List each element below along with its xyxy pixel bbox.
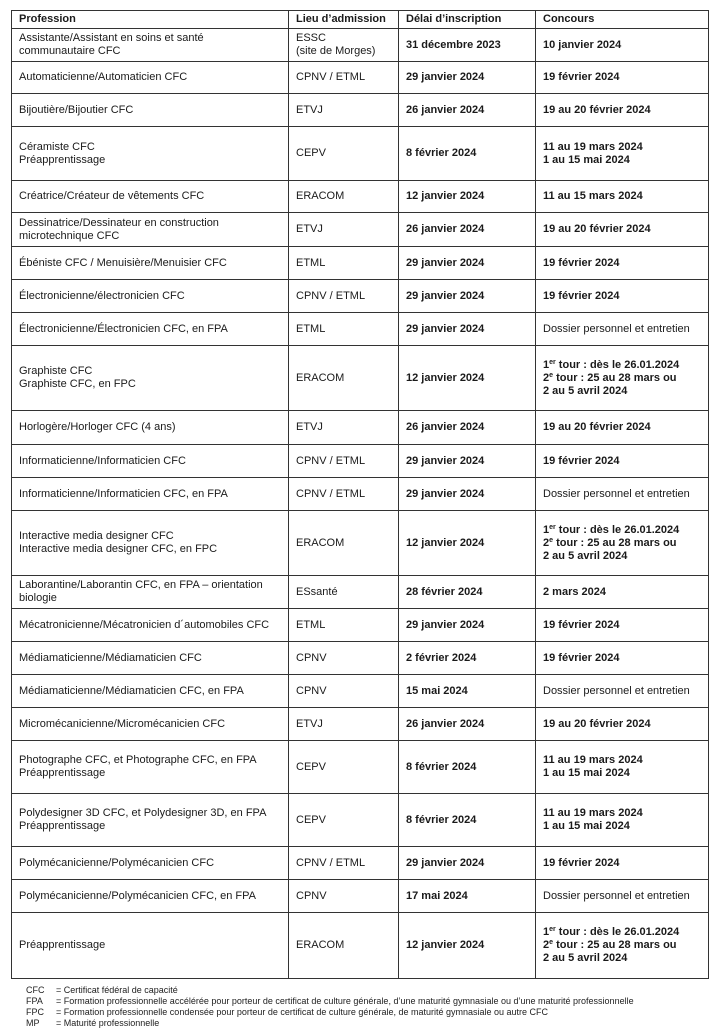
profession-cell-line: Polymécanicienne/Polymécanicien CFC	[19, 856, 215, 869]
concours-cell	[536, 445, 709, 478]
delai-cell	[399, 346, 536, 411]
table-row	[12, 445, 709, 478]
delai-cell-line: 12 janvier 2024	[406, 371, 485, 384]
legend-text: = Formation professionnelle accélérée pour porteur de certificat de culture générale, d’une maturité gymnasiale ou d’une maturité professionnelle	[56, 996, 634, 1006]
concours-cell-line: 2 mars 2024	[543, 585, 606, 598]
profession-cell-line: communautaire CFC	[19, 45, 121, 57]
lieu-cell	[289, 576, 399, 609]
header-profession: Profession	[12, 11, 289, 29]
lieu-cell-line: CPNV / ETML	[296, 289, 366, 302]
concours-cell	[536, 478, 709, 511]
profession-cell	[12, 247, 289, 280]
table-row	[12, 794, 709, 847]
concours-cell-line: 11 au 15 mars 2024	[543, 190, 643, 202]
lieu-cell-line: ESsanté	[296, 585, 338, 598]
profession-cell-line: Interactive media designer CFC	[19, 530, 174, 542]
delai-cell-line: 2 février 2024	[406, 651, 477, 664]
lieu-cell-line: ETVJ	[296, 421, 323, 433]
delai-cell-line: 29 janvier 2024	[406, 454, 485, 467]
profession-cell-line: Créatrice/Créateur de vêtements CFC	[19, 190, 205, 202]
lieu-cell-line: ETVJ	[296, 103, 323, 116]
profession-cell	[12, 913, 289, 979]
lieu-cell-line: ERACOM	[296, 190, 345, 202]
concours-cell-line: Dossier personnel et entretien	[543, 487, 690, 500]
delai-cell	[399, 94, 536, 127]
delai-cell-line: 26 janvier 2024	[406, 103, 485, 116]
concours-cell-line: 1er tour : dès le 26.01.2024	[543, 523, 680, 536]
legend-abbr: MP	[26, 1018, 40, 1028]
profession-cell-line: Photographe CFC, et Photographe CFC, en FPA	[19, 754, 257, 766]
table-header-row	[12, 11, 709, 29]
profession-cell-line: Micromécanicienne/Micromécanicien CFC	[19, 717, 226, 730]
table-row	[12, 478, 709, 511]
delai-cell-line: 29 janvier 2024	[406, 322, 485, 335]
delai-cell-line: 29 janvier 2024	[406, 856, 485, 869]
delai-cell	[399, 445, 536, 478]
delai-cell	[399, 181, 536, 213]
delai-cell	[399, 741, 536, 794]
lieu-cell	[289, 445, 399, 478]
profession-cell	[12, 62, 289, 94]
delai-cell	[399, 511, 536, 576]
profession-cell-line: Préapprentissage	[19, 153, 106, 166]
delai-cell	[399, 913, 536, 979]
concours-cell	[536, 280, 709, 313]
concours-cell	[536, 213, 709, 247]
concours-cell-line: 11 au 19 mars 2024	[543, 140, 643, 153]
concours-cell-line: 2 au 5 avril 2024	[543, 952, 628, 964]
concours-cell	[536, 913, 709, 979]
delai-cell	[399, 313, 536, 346]
lieu-cell	[289, 794, 399, 847]
table-row	[12, 247, 709, 280]
profession-cell-line: Interactive media designer CFC, en FPC	[19, 543, 218, 555]
delai-cell-line: 29 janvier 2024	[406, 618, 485, 631]
delai-cell	[399, 411, 536, 445]
table-row	[12, 741, 709, 794]
concours-cell	[536, 313, 709, 346]
lieu-cell-line: CEPV	[296, 813, 326, 826]
lieu-cell	[289, 675, 399, 708]
concours-cell-line: 19 au 20 février 2024	[543, 223, 651, 235]
lieu-cell	[289, 213, 399, 247]
profession-cell-line: Polydesigner 3D CFC, et Polydesigner 3D, en FPA	[19, 807, 267, 819]
table-row	[12, 642, 709, 675]
concours-cell	[536, 880, 709, 913]
lieu-cell-line: CPNV / ETML	[296, 856, 366, 869]
abbreviation-legend	[26, 985, 634, 1029]
delai-cell-line: 29 janvier 2024	[406, 71, 485, 83]
delai-cell-line: 15 mai 2024	[406, 684, 468, 697]
table-row	[12, 609, 709, 642]
concours-cell-line: 2e tour : 25 au 28 mars ou	[543, 536, 677, 549]
lieu-cell-line: (site de Morges)	[296, 45, 376, 57]
concours-cell-line: 2e tour : 25 au 28 mars ou	[543, 371, 677, 384]
delai-cell-line: 29 janvier 2024	[406, 487, 485, 500]
delai-cell	[399, 847, 536, 880]
profession-cell-line: Électronicienne/Électronicien CFC, en FPA	[19, 322, 228, 335]
profession-cell	[12, 741, 289, 794]
legend-abbr: FPC	[26, 1007, 44, 1017]
profession-cell-line: Automaticienne/Automaticien CFC	[19, 71, 188, 83]
profession-cell-line: Céramiste CFC	[19, 140, 95, 153]
profession-cell	[12, 94, 289, 127]
lieu-cell-line: CPNV / ETML	[296, 454, 366, 467]
ordinal-superscript: e	[549, 536, 554, 544]
ordinal-superscript: e	[549, 939, 554, 946]
concours-cell-line: Dossier personnel et entretien	[543, 322, 690, 335]
table-row	[12, 847, 709, 880]
table-row	[12, 62, 709, 94]
lieu-cell-line: ERACOM	[296, 536, 345, 549]
concours-cell-line: Dossier personnel et entretien	[543, 684, 690, 697]
profession-cell-line: Préapprentissage	[19, 939, 106, 951]
lieu-cell	[289, 847, 399, 880]
profession-cell-line: Mécatronicienne/Mécatronicien d´automobiles CFC	[19, 618, 270, 631]
profession-cell	[12, 346, 289, 411]
concours-cell-line: 2e tour : 25 au 28 mars ou	[543, 939, 677, 951]
profession-cell-line: Informaticienne/Informaticien CFC, en FPA	[19, 487, 228, 500]
profession-cell	[12, 642, 289, 675]
concours-cell	[536, 411, 709, 445]
profession-cell-line: Dessinatrice/Dessinateur en construction	[19, 216, 219, 229]
concours-cell-line: Dossier personnel et entretien	[543, 889, 690, 902]
concours-cell-line: 1 au 15 mai 2024	[543, 767, 630, 779]
lieu-cell-line: CPNV	[296, 889, 327, 902]
ordinal-superscript: e	[549, 371, 554, 379]
concours-cell-line: 11 au 19 mars 2024	[543, 807, 643, 819]
table-row	[12, 913, 709, 979]
concours-cell-line: 19 au 20 février 2024	[543, 103, 651, 116]
concours-cell	[536, 609, 709, 642]
profession-cell	[12, 478, 289, 511]
concours-cell	[536, 181, 709, 213]
concours-cell	[536, 247, 709, 280]
profession-cell-line: Ébéniste CFC / Menuisière/Menuisier CFC	[19, 256, 227, 269]
delai-cell-line: 8 février 2024	[406, 760, 477, 773]
profession-cell	[12, 445, 289, 478]
profession-cell	[12, 411, 289, 445]
concours-cell-line: 1 au 15 mai 2024	[543, 153, 630, 166]
lieu-cell	[289, 346, 399, 411]
admission-schedule-table	[11, 10, 709, 979]
profession-cell	[12, 708, 289, 741]
legend-item	[26, 996, 634, 1007]
concours-cell	[536, 127, 709, 181]
concours-cell-line: 11 au 19 mars 2024	[543, 754, 643, 766]
table-row	[12, 880, 709, 913]
concours-cell	[536, 675, 709, 708]
legend-item	[26, 1007, 634, 1018]
lieu-cell	[289, 880, 399, 913]
legend-abbr: FPA	[26, 996, 43, 1006]
concours-cell-line: 19 février 2024	[543, 71, 620, 83]
lieu-cell-line: ETVJ	[296, 717, 323, 730]
delai-cell	[399, 213, 536, 247]
delai-cell	[399, 127, 536, 181]
lieu-cell	[289, 94, 399, 127]
delai-cell-line: 26 janvier 2024	[406, 223, 485, 235]
concours-cell-line: 19 février 2024	[543, 454, 620, 467]
legend-text: = Certificat fédéral de capacité	[56, 985, 178, 995]
lieu-cell-line: CPNV / ETML	[296, 71, 366, 83]
lieu-cell-line: CPNV / ETML	[296, 487, 366, 500]
profession-cell	[12, 675, 289, 708]
table-row	[12, 313, 709, 346]
concours-cell	[536, 62, 709, 94]
concours-cell	[536, 346, 709, 411]
concours-cell-line: 10 janvier 2024	[543, 38, 622, 51]
delai-cell	[399, 62, 536, 94]
profession-cell-line: biologie	[19, 592, 57, 604]
lieu-cell	[289, 913, 399, 979]
lieu-cell	[289, 609, 399, 642]
profession-cell	[12, 511, 289, 576]
delai-cell-line: 26 janvier 2024	[406, 421, 485, 433]
concours-cell-line: 19 février 2024	[543, 651, 620, 664]
profession-cell	[12, 127, 289, 181]
delai-cell	[399, 247, 536, 280]
table-row	[12, 127, 709, 181]
delai-cell	[399, 609, 536, 642]
delai-cell-line: 31 décembre 2023	[406, 38, 501, 51]
lieu-cell	[289, 411, 399, 445]
delai-cell	[399, 880, 536, 913]
delai-cell	[399, 794, 536, 847]
concours-cell	[536, 94, 709, 127]
delai-cell-line: 26 janvier 2024	[406, 717, 485, 730]
lieu-cell-line: ETML	[296, 618, 326, 631]
lieu-cell	[289, 478, 399, 511]
concours-cell-line: 1 au 15 mai 2024	[543, 820, 630, 832]
legend-item	[26, 1018, 634, 1029]
legend-text: = Maturité professionnelle	[56, 1018, 160, 1028]
profession-cell	[12, 880, 289, 913]
header-delai: Délai d’inscription	[399, 11, 536, 29]
concours-cell	[536, 29, 709, 62]
table-row	[12, 675, 709, 708]
profession-cell-line: Horlogère/Horloger CFC (4 ans)	[19, 421, 176, 433]
profession-cell-line: Préapprentissage	[19, 820, 106, 832]
concours-cell-line: 1er tour : dès le 26.01.2024	[543, 926, 680, 938]
concours-cell	[536, 576, 709, 609]
profession-cell-line: Graphiste CFC	[19, 365, 93, 377]
concours-cell	[536, 708, 709, 741]
delai-cell-line: 12 janvier 2024	[406, 939, 485, 951]
profession-cell-line: Électronicienne/électronicien CFC	[19, 289, 185, 302]
table-row	[12, 576, 709, 609]
profession-cell	[12, 181, 289, 213]
lieu-cell-line: ERACOM	[296, 371, 345, 384]
concours-cell	[536, 642, 709, 675]
profession-cell	[12, 29, 289, 62]
lieu-cell	[289, 181, 399, 213]
lieu-cell-line: CEPV	[296, 147, 326, 159]
profession-cell	[12, 609, 289, 642]
delai-cell-line: 8 février 2024	[406, 147, 477, 159]
profession-cell	[12, 213, 289, 247]
table-row	[12, 511, 709, 576]
profession-cell	[12, 313, 289, 346]
table-row	[12, 29, 709, 62]
lieu-cell-line: ETML	[296, 256, 326, 269]
concours-cell-line: 2 au 5 avril 2024	[543, 384, 628, 397]
legend-abbr: CFC	[26, 985, 45, 995]
lieu-cell-line: CPNV	[296, 651, 327, 664]
ordinal-superscript: er	[549, 358, 556, 366]
delai-cell	[399, 478, 536, 511]
delai-cell-line: 29 janvier 2024	[406, 256, 485, 269]
lieu-cell	[289, 29, 399, 62]
table-row	[12, 213, 709, 247]
lieu-cell	[289, 642, 399, 675]
delai-cell	[399, 708, 536, 741]
profession-cell-line: Polymécanicienne/Polymécanicien CFC, en FPA	[19, 889, 257, 902]
lieu-cell	[289, 708, 399, 741]
profession-cell	[12, 794, 289, 847]
delai-cell-line: 29 janvier 2024	[406, 289, 485, 302]
profession-cell-line: Médiamaticienne/Médiamaticien CFC, en FPA	[19, 684, 244, 697]
concours-cell	[536, 741, 709, 794]
lieu-cell	[289, 62, 399, 94]
table-row	[12, 280, 709, 313]
delai-cell-line: 12 janvier 2024	[406, 536, 485, 549]
table-row	[12, 94, 709, 127]
profession-cell-line: Graphiste CFC, en FPC	[19, 378, 136, 390]
lieu-cell-line: ERACOM	[296, 939, 345, 951]
lieu-cell	[289, 313, 399, 346]
lieu-cell-line: ETML	[296, 322, 326, 335]
lieu-cell	[289, 127, 399, 181]
lieu-cell	[289, 247, 399, 280]
lieu-cell	[289, 511, 399, 576]
lieu-cell-line: CEPV	[296, 760, 326, 773]
lieu-cell-line: CPNV	[296, 684, 327, 697]
delai-cell	[399, 675, 536, 708]
lieu-cell-line: ETVJ	[296, 223, 323, 235]
table-row	[12, 708, 709, 741]
concours-cell-line: 1er tour : dès le 26.01.2024	[543, 358, 680, 371]
concours-cell-line: 19 février 2024	[543, 289, 620, 302]
delai-cell-line: 28 février 2024	[406, 585, 483, 598]
table-row	[12, 346, 709, 411]
delai-cell	[399, 576, 536, 609]
profession-cell	[12, 576, 289, 609]
ordinal-superscript: er	[549, 523, 556, 531]
ordinal-superscript: er	[549, 926, 556, 933]
header-concours: Concours	[536, 11, 709, 29]
profession-cell-line: Bijoutière/Bijoutier CFC	[19, 103, 134, 116]
legend-text: = Formation professionnelle condensée pour porteur de certificat de culture générale, de maturité gymnasiale ou autre CFC	[56, 1007, 549, 1017]
concours-cell-line: 19 au 20 février 2024	[543, 717, 651, 730]
table-row	[12, 411, 709, 445]
concours-cell-line: 2 au 5 avril 2024	[543, 549, 628, 562]
profession-cell	[12, 280, 289, 313]
concours-cell	[536, 794, 709, 847]
profession-cell-line: Informaticienne/Informaticien CFC	[19, 454, 186, 467]
profession-cell-line: Assistante/Assistant en soins et santé	[19, 32, 204, 44]
legend-item	[26, 985, 634, 996]
profession-cell-line: Médiamaticienne/Médiamaticien CFC	[19, 651, 202, 664]
delai-cell-line: 17 mai 2024	[406, 889, 468, 902]
concours-cell	[536, 847, 709, 880]
profession-cell-line: microtechnique CFC	[19, 229, 120, 242]
concours-cell-line: 19 février 2024	[543, 856, 620, 869]
concours-cell-line: 19 février 2024	[543, 256, 620, 269]
table-body	[12, 29, 709, 979]
header-lieu: Lieu d’admission	[289, 11, 399, 29]
profession-cell-line: Laborantine/Laborantin CFC, en FPA – orientation	[19, 579, 263, 591]
concours-cell	[536, 511, 709, 576]
profession-cell	[12, 847, 289, 880]
profession-cell-line: Préapprentissage	[19, 767, 106, 779]
delai-cell	[399, 29, 536, 62]
table-row	[12, 181, 709, 213]
lieu-cell	[289, 741, 399, 794]
concours-cell-line: 19 février 2024	[543, 618, 620, 631]
delai-cell-line: 8 février 2024	[406, 813, 477, 826]
lieu-cell-line: ESSC	[296, 32, 326, 44]
concours-cell-line: 19 au 20 février 2024	[543, 421, 651, 433]
delai-cell	[399, 280, 536, 313]
delai-cell-line: 12 janvier 2024	[406, 190, 485, 202]
lieu-cell	[289, 280, 399, 313]
delai-cell	[399, 642, 536, 675]
